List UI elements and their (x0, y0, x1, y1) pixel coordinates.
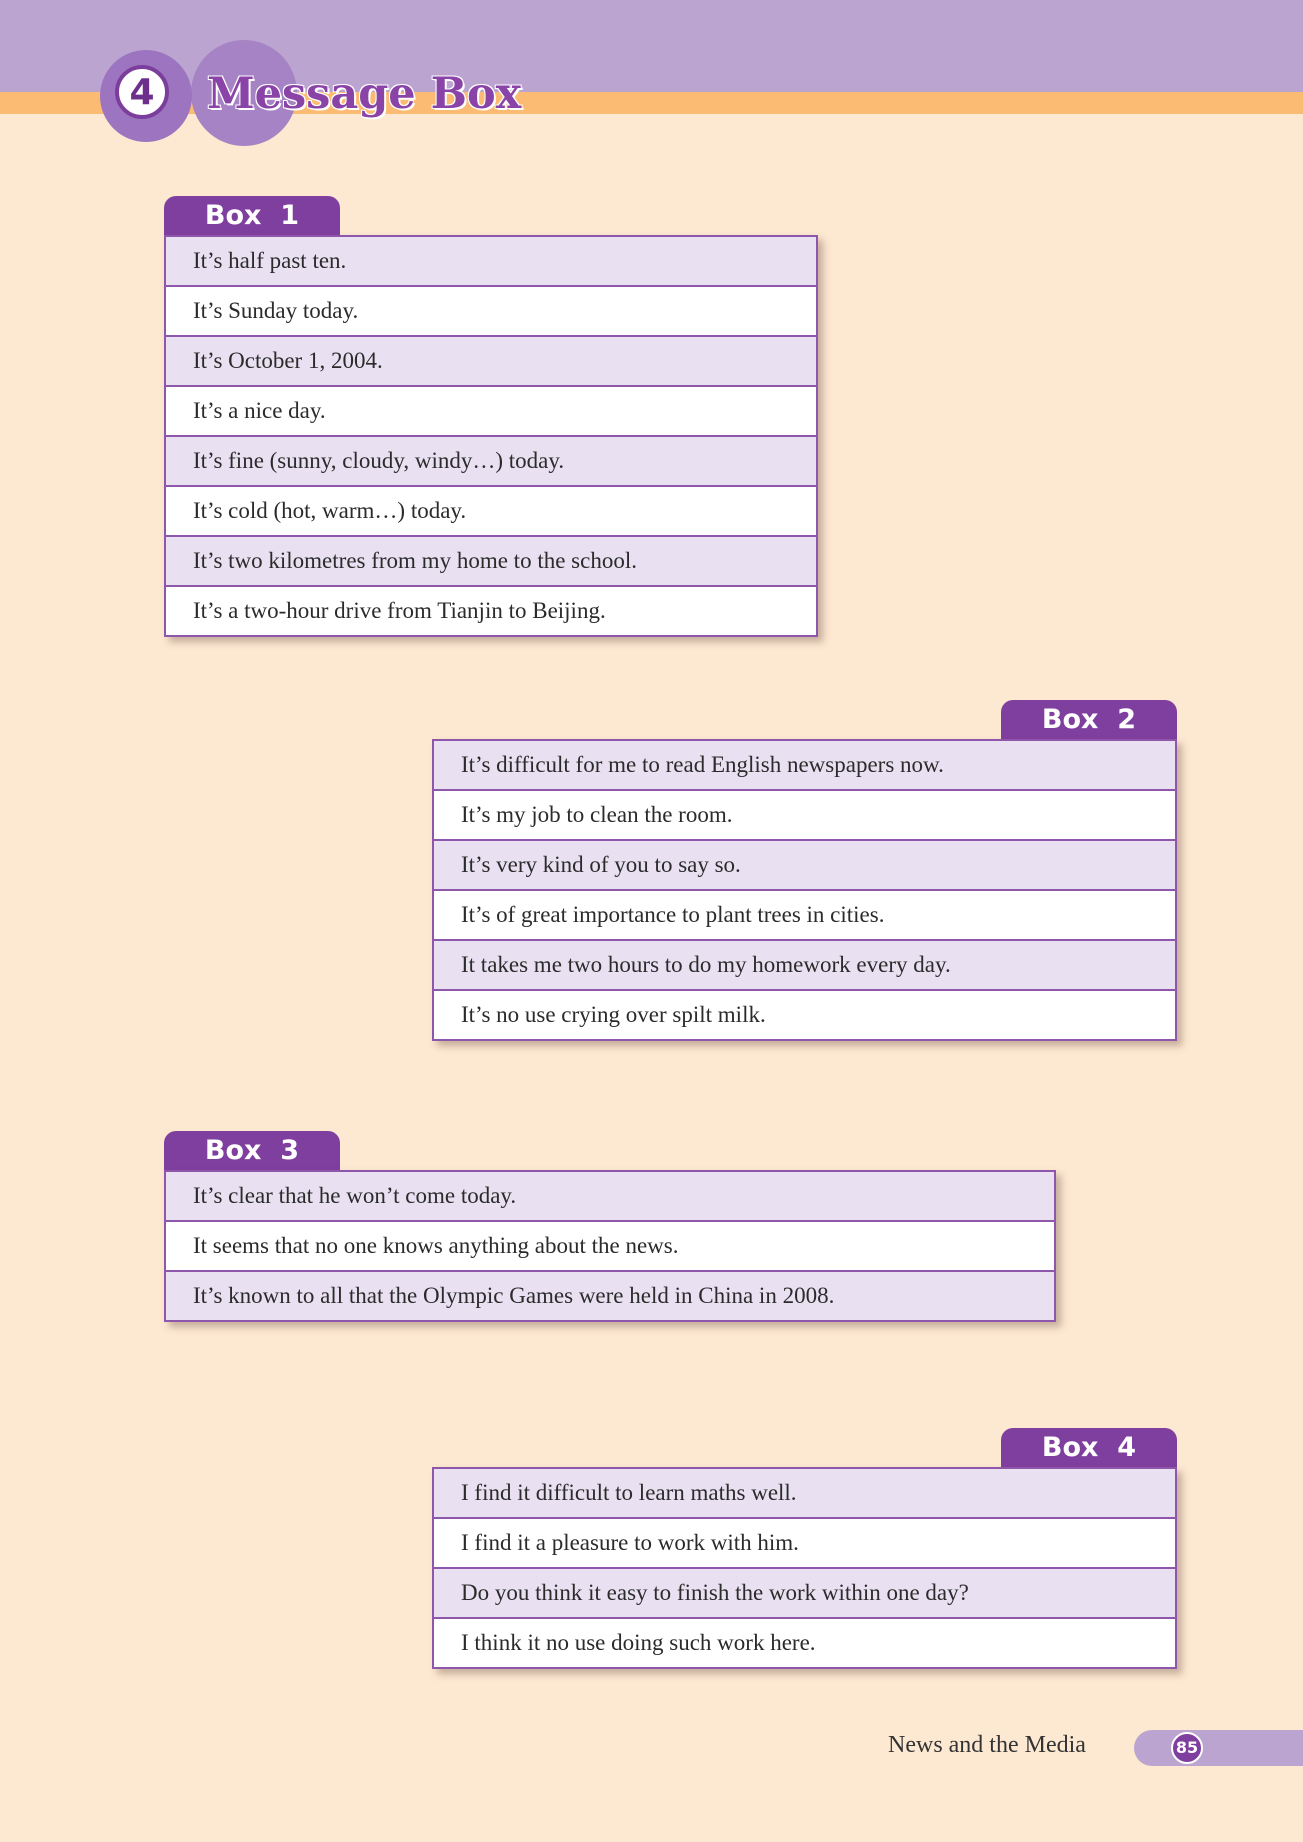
sentence-row: It’s cold (hot, warm…) today. (166, 485, 816, 535)
page-number-tab (1134, 1730, 1303, 1766)
section-number-badge: 4 (115, 65, 169, 119)
sentence-row: Do you think it easy to finish the work within one day? (434, 1567, 1175, 1617)
sentence-row: It’s two kilometres from my home to the school. (166, 535, 816, 585)
sentence-row: I find it difficult to learn maths well. (434, 1469, 1175, 1517)
sentence-row: It’s half past ten. (166, 237, 816, 285)
sentence-row: It’s difficult for me to read English newspapers now. (434, 741, 1175, 789)
sentence-row: It’s fine (sunny, cloudy, windy…) today. (166, 435, 816, 485)
sentence-row: It’s a two-hour drive from Tianjin to Beijing. (166, 585, 816, 635)
sentence-list (432, 1467, 1177, 1669)
sentence-list (164, 235, 818, 637)
sentence-row: It’s clear that he won’t come today. (166, 1172, 1054, 1220)
sentence-row: It’s October 1, 2004. (166, 335, 816, 385)
box-label: Box 3 (164, 1131, 340, 1170)
sentence-list (164, 1170, 1056, 1322)
box-label: Box 4 (1001, 1428, 1177, 1467)
sentence-row: It’s very kind of you to say so. (434, 839, 1175, 889)
sentence-row: I think it no use doing such work here. (434, 1617, 1175, 1667)
sentence-row: I find it a pleasure to work with him. (434, 1517, 1175, 1567)
sentence-row: It’s a nice day. (166, 385, 816, 435)
sentence-row: It’s my job to clean the room. (434, 789, 1175, 839)
sentence-list (432, 739, 1177, 1041)
sentence-row: It’s Sunday today. (166, 285, 816, 335)
sentence-row: It’s of great importance to plant trees in cities. (434, 889, 1175, 939)
unit-title: News and the Media (888, 1732, 1086, 1758)
sentence-row: It’s no use crying over spilt milk. (434, 989, 1175, 1039)
sentence-row: It takes me two hours to do my homework every day. (434, 939, 1175, 989)
box-label: Box 2 (1001, 700, 1177, 739)
sentence-row: It seems that no one knows anything about the news. (166, 1220, 1054, 1270)
page-number: 85 (1171, 1732, 1203, 1764)
box-label: Box 1 (164, 196, 340, 235)
sentence-row: It’s known to all that the Olympic Games were held in China in 2008. (166, 1270, 1054, 1320)
section-title: Message Box (207, 69, 522, 119)
